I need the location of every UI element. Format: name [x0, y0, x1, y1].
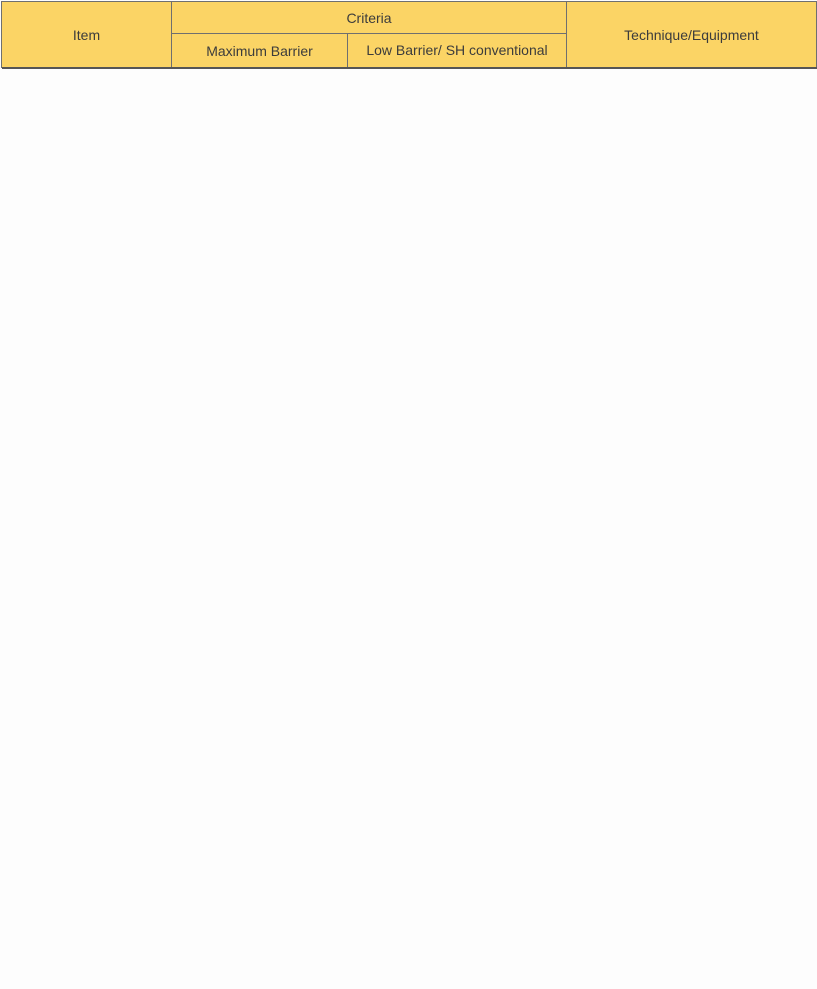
criteria-table	[1, 1, 817, 69]
col-header-max-barrier: Maximum Barrier	[172, 34, 348, 68]
col-header-criteria: Criteria	[172, 2, 567, 34]
col-header-item: Item	[2, 2, 172, 68]
header-row-1	[2, 2, 817, 34]
table-header	[2, 2, 817, 68]
col-header-low-barrier: Low Barrier/ SH conventional	[348, 34, 567, 68]
col-header-technique: Technique/Equipment	[567, 2, 817, 68]
